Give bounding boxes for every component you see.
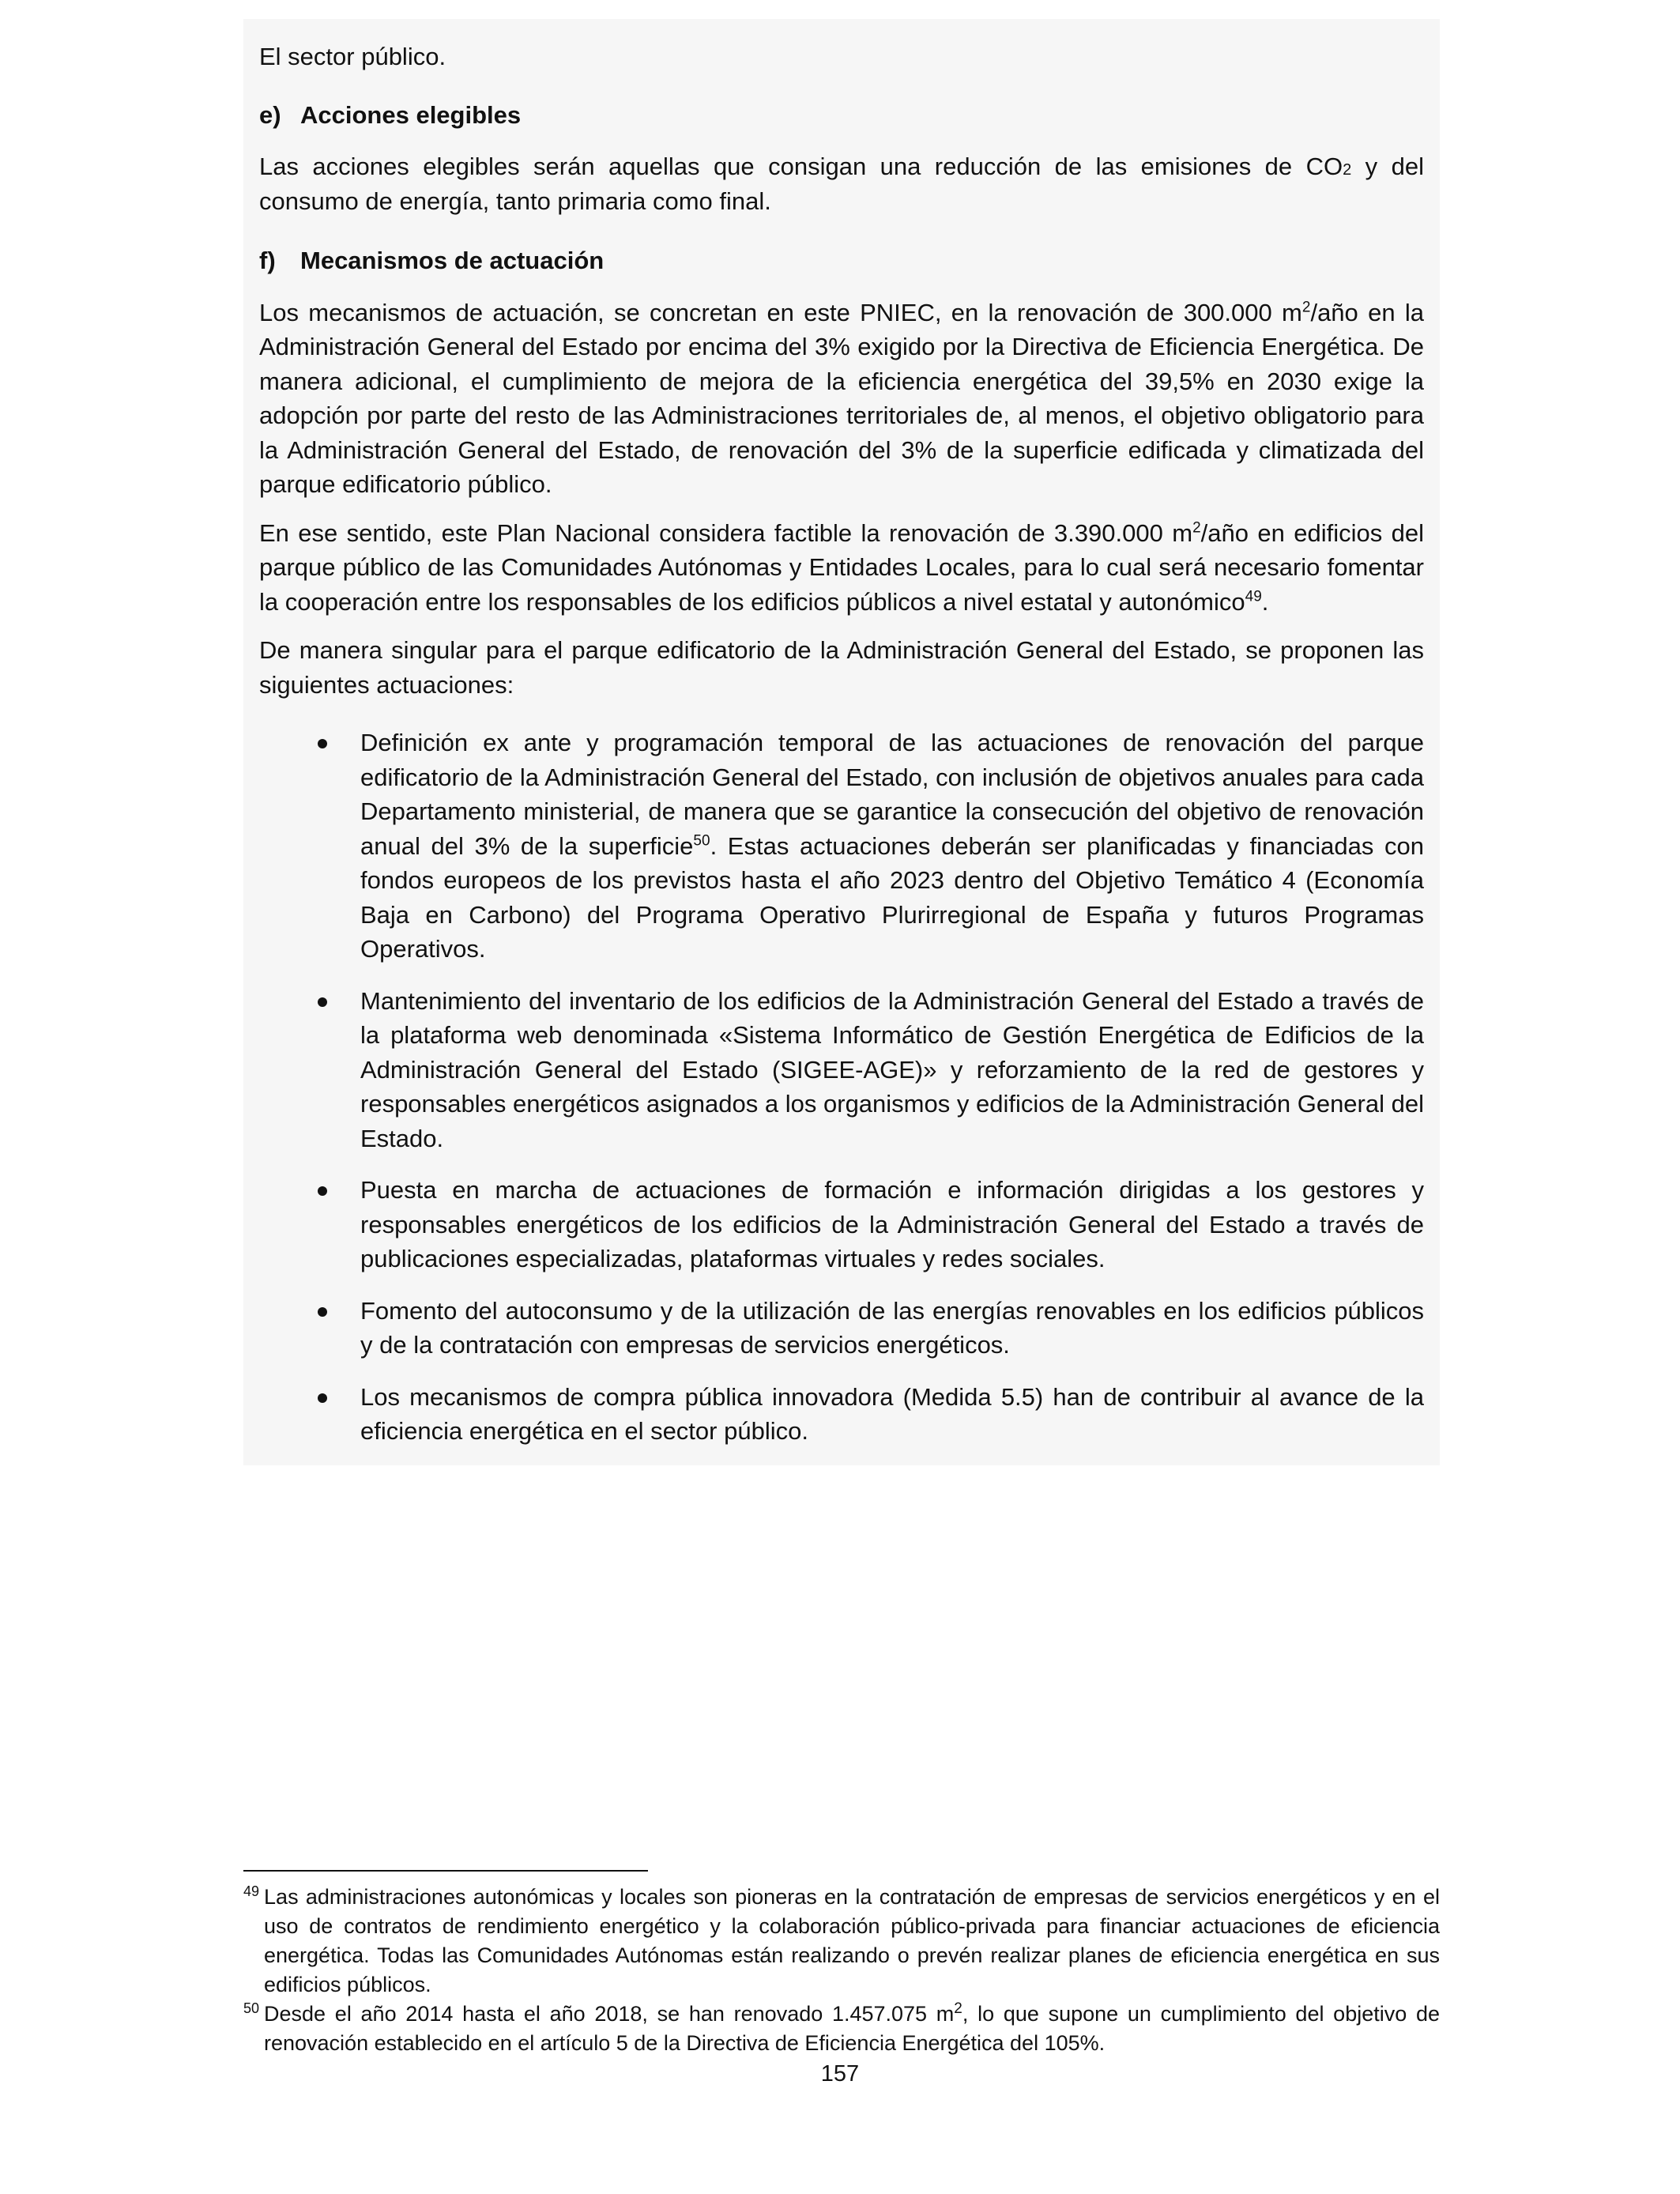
list-item [259,984,1424,1156]
p2-text-end: . [1261,587,1269,616]
section-f-paragraph-1 [259,296,1424,502]
footnote-separator [243,1870,648,1872]
footnote-ref-49[interactable]: 49 [1245,588,1262,605]
section-e-text-end: y del consumo de energía, tanto primaria como final. [259,153,1424,215]
bullet-icon [318,997,327,1007]
bullet-icon [318,1186,327,1196]
list-item [259,1294,1424,1363]
footnote-50-superscript: 2 [954,2000,962,2017]
p2-text-mid: /año en edificios del parque público de las Comunidades Autónomas y Entidades Locales, para lo cual será necesario fomentar la cooperación entre los responsables de los edificios públicos a nivel estatal y autonómico [259,518,1424,616]
footnote-50-number: 50 [243,2000,260,2016]
footnote-50 [243,2000,1440,2058]
section-f-heading [259,243,1424,278]
section-f-title: Mecanismos de actuación [300,247,605,274]
p1-superscript: 2 [1301,299,1311,316]
bullet-icon [318,1393,327,1403]
list-item [259,726,1424,967]
footnotes [243,1883,1440,2058]
footnote-50-text-end: , lo que supone un cumplimiento del objetivo de renovación establecido en el artículo 5 de la Directiva de Eficiencia Energética del 105%. [264,2002,1440,2055]
bullet-1-text: Definición ex ante y programación temporal de las actuaciones de renovación del parque edificatorio de la Administración General del Estado, con inclusión de objetivos anuales para cada Departamento ministerial, de manera que se garantice la consecución del objetivo de renovación anual del 3% de la superficie [360,729,1424,860]
p1-text: Los mecanismos de actuación, se concretan en este PNIEC, en la renovación de 300.000 m [259,298,1302,326]
list-item [259,1380,1424,1449]
p2-superscript: 2 [1192,519,1201,537]
bullet-4-text: Fomento del autoconsumo y de la utilización de las energías renovables en los edificios públicos y de la contratación con empresas de servicios energéticos. [360,1296,1424,1359]
section-e-title: Acciones elegibles [300,100,522,129]
opening-line: El sector público. [259,43,446,70]
co2-subscript: 2 [1343,161,1352,179]
section-e-heading [259,98,1424,133]
p2-text: En ese sentido, este Plan Nacional considera factible la renovación de 3.390.000 m [259,518,1193,547]
bullet-icon [318,1307,327,1317]
footnote-49 [243,1883,1440,2000]
section-e-text: Las acciones elegibles serán aquellas que consigan una reducción de las emisiones de CO [259,153,1343,180]
section-f-paragraph-3: De manera singular para el parque edificatorio de la Administración General del Estado, se proponen las siguientes actuaciones: [259,636,1424,699]
footnote-49-number: 49 [243,1883,260,1899]
footnote-50-text: Desde el año 2014 hasta el año 2018, se han renovado 1.457.075 m [264,2002,955,2026]
actions-list [259,726,1424,1449]
shaded-measure-box [243,19,1440,1465]
section-f-paragraph-2 [259,516,1424,620]
footnote-ref-50[interactable]: 50 [693,832,710,850]
p1-text-end: /año en la Administración General del Estado por encima del 3% exigido por la Directiva de Eficiencia Energética. De manera adicional, el cumplimiento de mejora de la eficiencia energética del 39,5% en 2030 exige la adopción por parte del resto de las Administraciones territoriales de, al menos, el objetivo obligatorio para la Administración General del Estado, de renovación del 3% de la superficie edificada y climatizada del parque edificatorio público. [259,298,1424,498]
section-e-label: e) [259,100,281,129]
bullet-2-text: Mantenimiento del inventario de los edificios de la Administración General del Estado a través de la plataforma web denominada «Sistema Informático de Gestión Energética de Edificios de la Administración General del Estado (SIGEE-AGE)» y reforzamiento de la red de gestores y responsables energéticos asignados a los organismos y edificios de la Administración General del Estado. [360,986,1424,1152]
bullet-1-text-end: . Estas actuaciones deberán ser planificadas y financiadas con fondos europeos de los previstos hasta el año 2023 dentro del Objetivo Temático 4 (Economía Baja en Carbono) del Programa Operativo Plurirregional de España y futuros Programas Operativos. [360,831,1424,963]
bullet-3-text: Puesta en marcha de actuaciones de formación e información dirigidas a los gestores y responsables energéticos de los edificios de la Administración General del Estado a través de publicaciones especializadas, plataformas virtuales y redes sociales. [360,1176,1424,1272]
page-number: 157 [820,2061,860,2087]
section-f-label: f) [259,247,276,274]
list-item [259,1173,1424,1276]
bullet-icon [318,739,327,748]
section-e-paragraph [259,149,1424,218]
footnote-49-text: Las administraciones autonómicas y locales son pioneras en la contratación de empresas de servicios energéticos y en el uso de contratos de rendimiento energético y la colaboración público-privada para financiar actuaciones de eficiencia energética. Todas las Comunidades Autónomas están realizando o prevén realizar planes de eficiencia energética en sus edificios públicos. [264,1885,1440,1996]
bullet-5-text: Los mecanismos de compra pública innovadora (Medida 5.5) han de contribuir al avance de la eficiencia energética en el sector público. [360,1382,1424,1445]
